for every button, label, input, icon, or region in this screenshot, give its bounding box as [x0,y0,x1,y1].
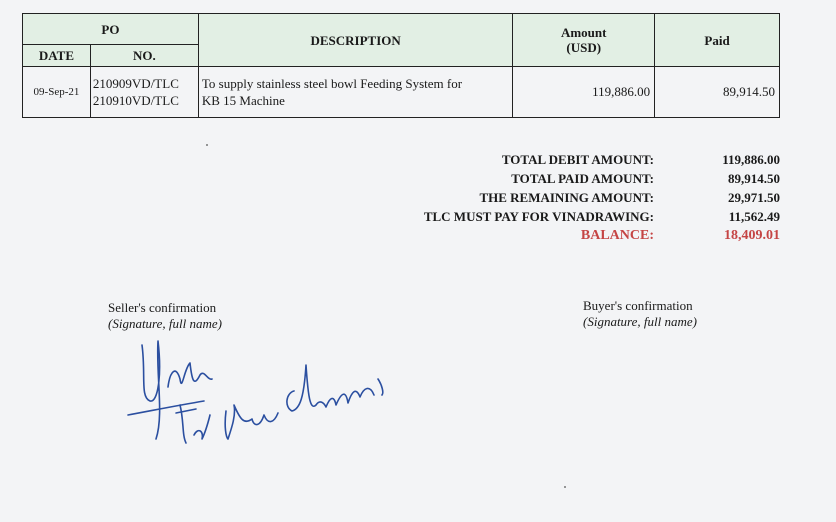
row-description [198,67,512,118]
remaining-row [380,188,780,207]
signature-stroke-beng [225,405,278,439]
signature-stroke-tah [176,405,210,443]
header-date: DATE [23,45,91,67]
row-paid: 89,914.50 [655,67,780,118]
total-debit-label: TOTAL DEBIT AMOUNT: [501,152,654,167]
po-number-2: 210910VD/TLC [92,93,179,108]
seller-signature-graphic [120,335,400,455]
balance-value: 18,409.01 [724,228,780,243]
header-amount-line2: (USD) [566,40,602,55]
seller-confirmation [108,300,222,332]
row-amount: 119,886.00 [513,67,655,118]
signature-stroke-initial [142,341,160,439]
statement-table [22,13,780,118]
signature-stroke-underline [128,401,204,415]
total-debit-row [380,150,780,169]
po-number-1: 210909VD/TLC [92,76,179,91]
total-paid-value: 89,914.50 [728,171,780,186]
tlc-must-pay-value: 11,562.49 [728,209,780,224]
header-po: PO [23,14,199,45]
total-paid-row [380,169,780,188]
totals-summary [380,150,780,245]
signature-stroke-scribble [168,363,212,387]
signature-stroke-chuan [287,365,383,411]
total-debit-value: 119,886.00 [722,152,780,167]
scan-dot [206,144,208,146]
table-row [23,67,780,118]
buyer-signature-note: (Signature, full name) [583,314,697,329]
scan-dot [564,486,566,488]
header-amount-line1: Amount [560,25,607,40]
description-line-1: To supply stainless steel bowl Feeding System for [201,76,463,91]
tlc-must-pay-label: TLC MUST PAY FOR VINADRAWING: [423,209,654,224]
header-paid: Paid [655,14,780,67]
total-paid-label: TOTAL PAID AMOUNT: [511,171,654,186]
row-po-numbers [90,67,198,118]
header-no: NO. [90,45,198,67]
buyer-confirmation-title: Buyer's confirmation [583,298,693,313]
seller-confirmation-title: Seller's confirmation [108,300,217,315]
buyer-confirmation [583,298,697,330]
tlc-must-pay-row [380,207,780,226]
balance-label: BALANCE: [580,228,654,243]
remaining-label: THE REMAINING AMOUNT: [479,190,654,205]
header-description: DESCRIPTION [198,14,512,67]
seller-signature-note: (Signature, full name) [108,316,222,331]
description-line-2: KB 15 Machine [201,93,285,108]
row-date: 09-Sep-21 [23,67,91,118]
header-row [23,14,780,45]
remaining-value: 29,971.50 [728,190,780,205]
header-amount [513,14,655,67]
balance-row [380,226,780,245]
